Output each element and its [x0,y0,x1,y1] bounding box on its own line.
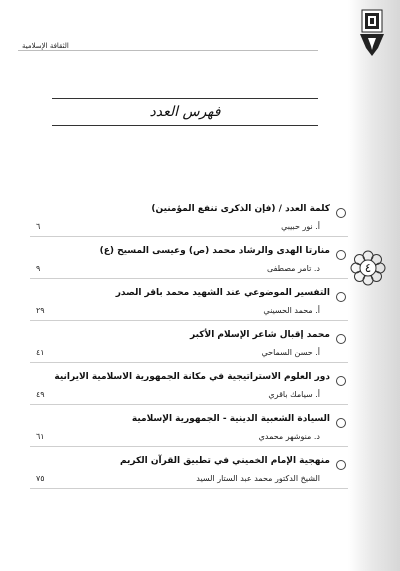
bullet-circle-icon [336,460,346,470]
entry-page: ٤١ [36,348,45,357]
toc-title: فهرس العدد [52,98,318,126]
toc-entry[interactable] [30,452,348,494]
bullet-circle-icon [336,250,346,260]
bullet-circle-icon [336,418,346,428]
entry-page: ٢٩ [36,306,45,315]
entry-author: د. تامر مصطفى [266,264,320,273]
toc-entry[interactable] [30,284,348,326]
entry-page: ٤٩ [36,390,45,399]
entry-divider [30,404,348,405]
bullet-circle-icon [336,334,346,344]
entry-title: منهجية الإمام الخميني في تطبيق القرآن الكريم [119,456,330,466]
bullet-circle-icon [336,208,346,218]
entry-divider [30,488,348,489]
entry-title: كلمة العدد / (فإن الذكرى تنفع المؤمنين) [151,204,330,214]
entry-author: أ. سيامك باقري [268,390,320,399]
entry-title: محمد إقبال شاعر الإسلام الأكبر [189,330,330,340]
entry-divider [30,446,348,447]
toc-entry[interactable] [30,200,348,242]
running-header: الثقافة الإسلامية [22,42,69,50]
entry-divider [30,320,348,321]
entry-title: التفسير الموضوعي عند الشهيد محمد باقر الصدر [115,288,330,298]
entry-title: دور العلوم الاستراتيجية في مكانة الجمهورية الاسلامية الايرانية [54,372,330,382]
entry-page: ٦ [36,222,41,231]
entry-title: السيادة الشعبية الدينية - الجمهورية الإسلامية [131,414,330,424]
bullet-circle-icon [336,292,346,302]
bullet-circle-icon [336,376,346,386]
page-number: ٤ [364,261,372,275]
entry-author: د. منوشهر محمدي [258,432,320,441]
emblem-logo-icon [356,8,388,58]
toc-entry[interactable] [30,326,348,368]
header-rule [18,50,318,51]
toc-entry[interactable] [30,242,348,284]
entry-page: ٦١ [36,432,45,441]
entry-divider [30,278,348,279]
toc-entry[interactable] [30,410,348,452]
entry-page: ٧٥ [36,474,45,483]
table-of-contents [30,200,348,494]
entry-author: أ. حسن السماحي [261,348,320,357]
entry-divider [30,362,348,363]
entry-author: أ. محمد الحسيني [263,306,320,315]
entry-page: ٩ [36,264,41,273]
entry-title: منارتا الهدى والرشاد محمد (ص) وعيسى المسيح (ع) [99,246,330,256]
entry-author: الشيخ الدكتور محمد عبد الستار السيد [196,474,320,483]
entry-author: أ. نور حبيبي [281,222,320,231]
toc-entry[interactable] [30,368,348,410]
entry-divider [30,236,348,237]
